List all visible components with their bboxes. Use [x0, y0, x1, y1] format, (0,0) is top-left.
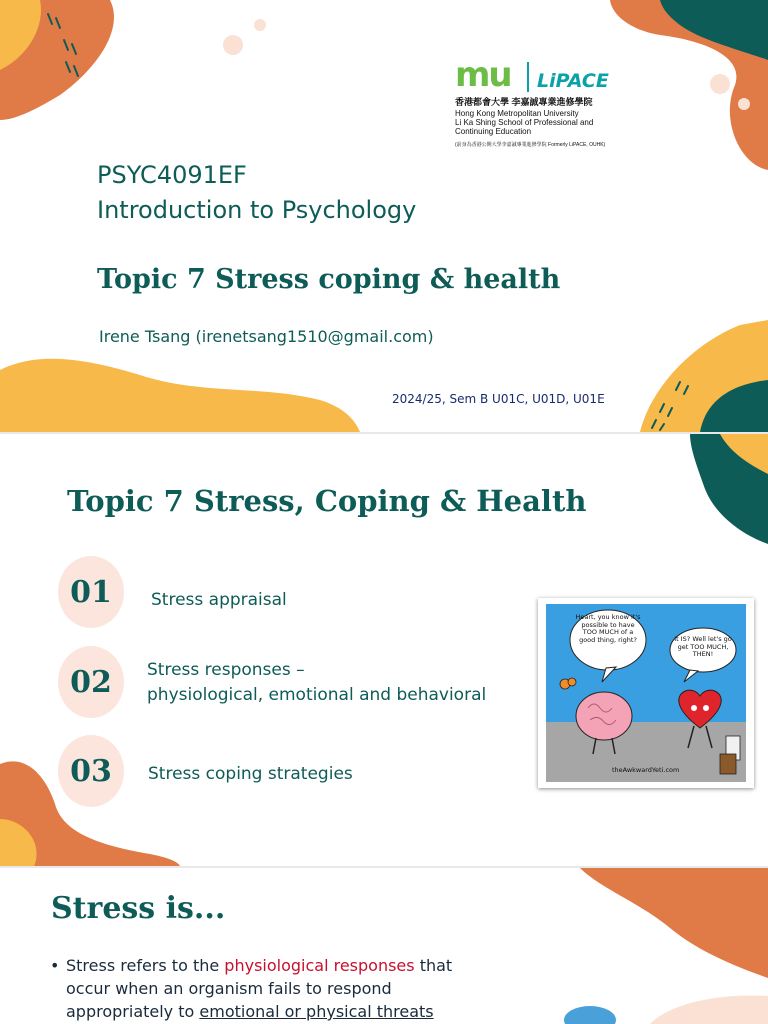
logo-note: (前身為香港公開大學李嘉誠專業進修學院 Formerly LiPACE, OUHK)	[455, 142, 606, 148]
bullet-dot: •	[50, 956, 60, 975]
term-info: 2024/25, Sem B U01C, U01D, U01E	[392, 392, 605, 406]
definition-bullet	[50, 954, 480, 1023]
instructor: Irene Tsang (irenetsang1510@gmail.com)	[99, 327, 434, 346]
logo-chinese-name: 香港都會大學 李嘉誠專業進修學院	[455, 97, 593, 107]
item-number-badge: 03	[58, 735, 124, 807]
course-name: Introduction to Psychology	[97, 196, 417, 224]
logo-brand: LiPACE	[537, 70, 609, 92]
comic-credit: theAwkwardYeti.com	[612, 766, 680, 774]
agenda-item-line: Stress coping strategies	[148, 764, 353, 784]
slide-title: Stress is...	[51, 891, 226, 926]
bullet-text-middle: that occur when an organism fails to respond appropriately to	[66, 956, 453, 1021]
logo-english-line: Li Ka Shing School of Professional and	[455, 118, 594, 127]
title-slide	[0, 0, 768, 432]
underlined-threats: emotional or physical threats	[199, 1002, 434, 1021]
slide-title: Topic 7 Stress, Coping & Health	[67, 484, 587, 518]
course-code: PSYC4091EF	[97, 161, 247, 189]
definition-slide	[0, 868, 768, 1024]
comic-speech-left: Heart, you know it's possible to have TOO MUCH of a good thing, right?	[575, 613, 641, 644]
comic-speech-right: It IS? Well let's go get TOO MUCH, THEN!	[674, 635, 732, 658]
logo-mark: mu	[455, 55, 511, 95]
university-logo	[455, 55, 625, 153]
agenda-item-label	[147, 658, 486, 708]
logo-divider	[527, 62, 529, 92]
item-number-badge: 02	[58, 646, 124, 718]
agenda-item-label	[151, 588, 287, 613]
comic-image	[538, 598, 754, 788]
highlight-physiological-responses: physiological responses	[224, 956, 415, 975]
agenda-item-label	[148, 762, 353, 787]
logo-english-line: Hong Kong Metropolitan University	[455, 109, 579, 118]
item-number-badge: 01	[58, 556, 124, 628]
agenda-item-line: Stress appraisal	[151, 590, 287, 610]
bullet-text-start: Stress refers to the	[66, 956, 225, 975]
comic-illustration	[538, 598, 754, 788]
agenda-item-line: Stress responses –	[147, 660, 305, 680]
agenda-item-line: physiological, emotional and behavioral	[147, 685, 487, 705]
topic-title: Topic 7 Stress coping & health	[97, 264, 561, 295]
logo-english-name	[455, 109, 593, 136]
overview-slide	[0, 434, 768, 866]
logo-english-line: Continuing Education	[455, 127, 532, 136]
